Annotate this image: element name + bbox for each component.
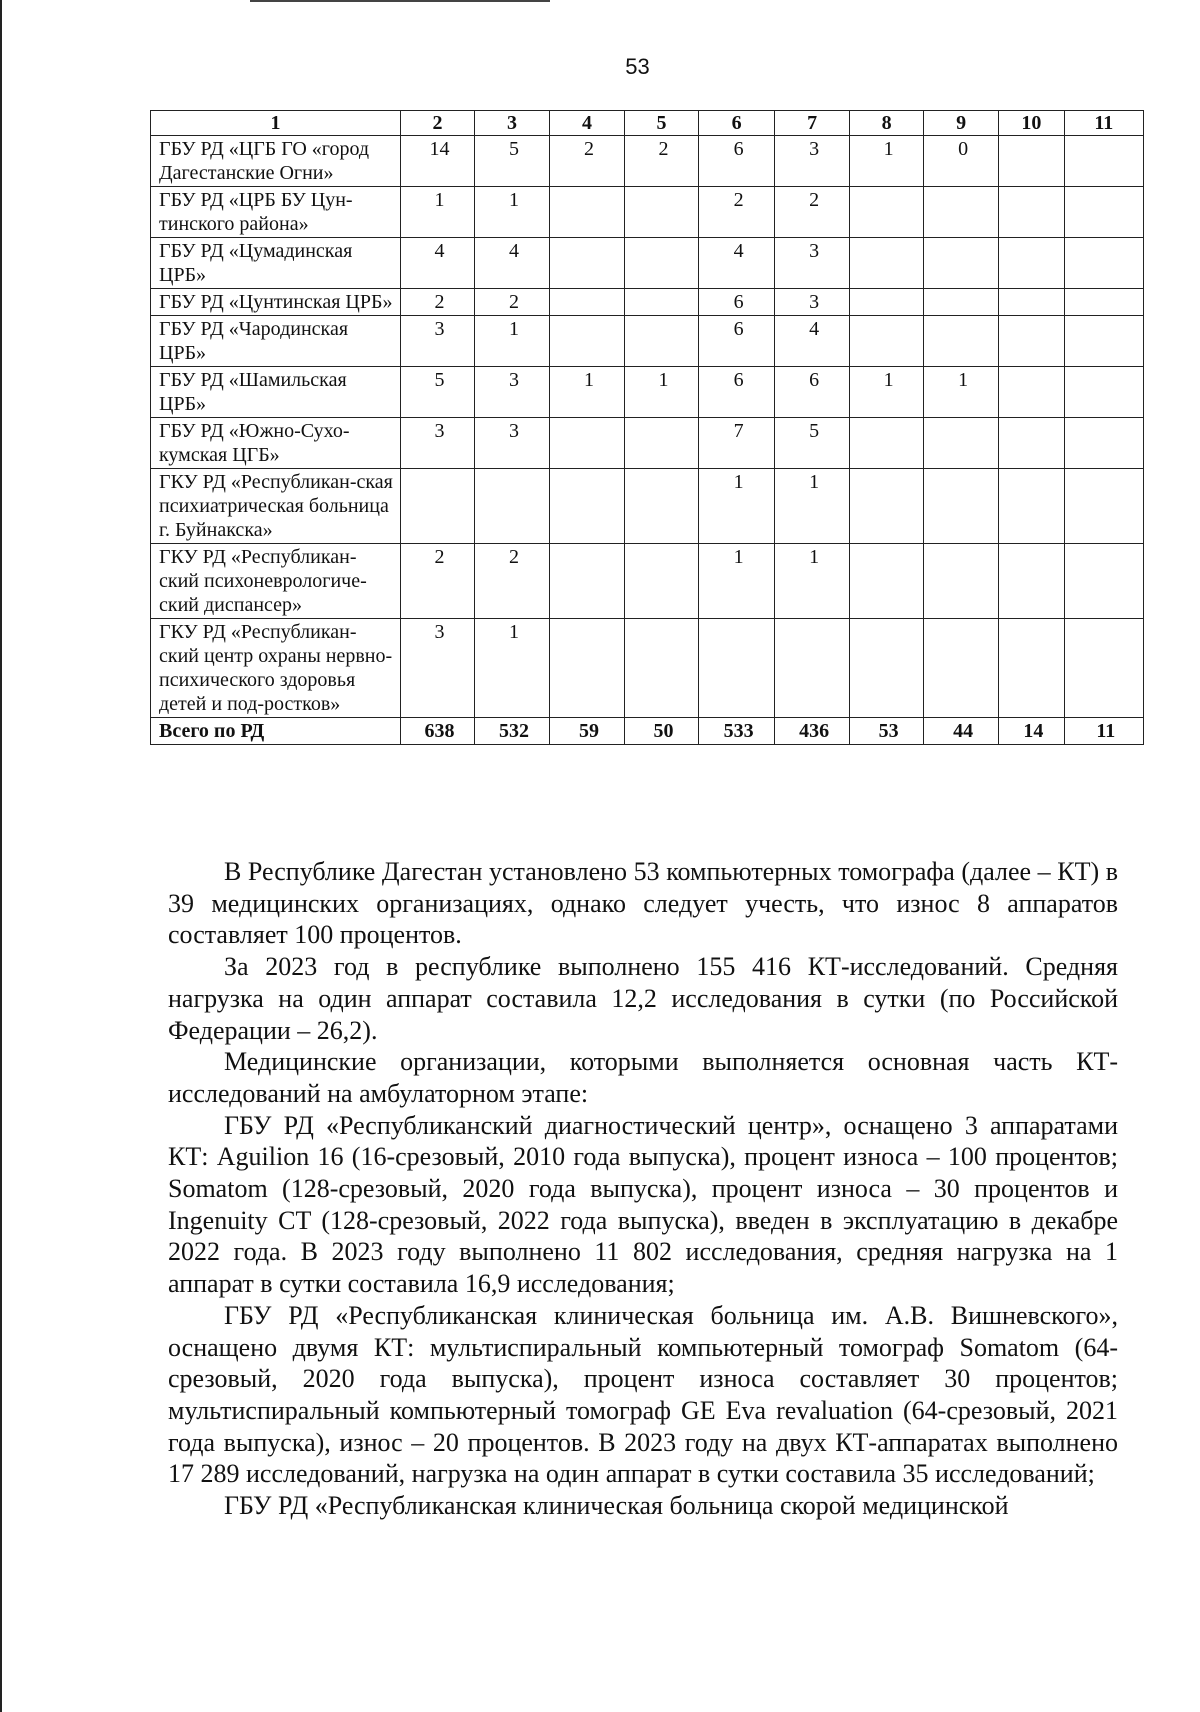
value-cell [475, 469, 550, 544]
value-cell: 2 [401, 544, 475, 619]
value-cell [999, 619, 1065, 718]
page-number: 53 [625, 54, 650, 79]
value-cell [999, 136, 1065, 187]
value-cell: 1 [699, 544, 775, 619]
table-row [151, 316, 1144, 367]
table-row [151, 289, 1144, 316]
value-cell [999, 316, 1065, 367]
value-cell [550, 238, 625, 289]
total-row [151, 718, 1144, 745]
value-cell: 6 [775, 367, 850, 418]
value-cell [1064, 418, 1143, 469]
value-cell: 7 [699, 418, 775, 469]
value-cell [999, 187, 1065, 238]
value-cell [1064, 316, 1143, 367]
organization-name-cell: ГБУ РД «ЦГБ ГО «город Дагестанские Огни» [151, 136, 401, 187]
value-cell: 3 [775, 289, 850, 316]
value-cell [850, 418, 924, 469]
value-cell [550, 544, 625, 619]
value-cell [924, 418, 999, 469]
value-cell: 4 [699, 238, 775, 289]
value-cell [1064, 289, 1143, 316]
value-cell [625, 187, 699, 238]
value-cell [625, 469, 699, 544]
value-cell [550, 469, 625, 544]
value-cell: 3 [475, 418, 550, 469]
left-scan-edge [0, 0, 2, 1712]
table-row [151, 367, 1144, 418]
value-cell: 2 [625, 136, 699, 187]
organization-name-cell: ГБУ РД «ЦРБ БУ Цун-тинского района» [151, 187, 401, 238]
table-row [151, 544, 1144, 619]
value-cell [999, 469, 1065, 544]
organization-name-cell: ГБУ РД «Южно-Сухо-кумская ЦГБ» [151, 418, 401, 469]
value-cell [1064, 544, 1143, 619]
value-cell [401, 469, 475, 544]
column-header: 3 [475, 111, 550, 136]
value-cell [999, 289, 1065, 316]
value-cell [850, 289, 924, 316]
value-cell [625, 418, 699, 469]
total-value-cell: 53 [850, 718, 924, 745]
value-cell [550, 289, 625, 316]
value-cell: 5 [775, 418, 850, 469]
value-cell: 3 [475, 367, 550, 418]
value-cell: 3 [401, 619, 475, 718]
column-header: 1 [151, 111, 401, 136]
value-cell: 1 [475, 316, 550, 367]
total-value-cell: 14 [999, 718, 1065, 745]
column-header: 9 [924, 111, 999, 136]
paragraph: В Республике Дагестан установлено 53 компьютерных томографа (далее – КТ) в 39 медицинских организациях, однако следует учесть, что износ 8 аппаратов составляет 100 процентов. [168, 857, 1118, 950]
value-cell [924, 289, 999, 316]
column-header: 5 [625, 111, 699, 136]
value-cell: 5 [475, 136, 550, 187]
value-cell [1064, 187, 1143, 238]
table-row [151, 619, 1144, 718]
value-cell [850, 619, 924, 718]
value-cell: 6 [699, 136, 775, 187]
equipment-table [150, 110, 1144, 745]
value-cell [924, 544, 999, 619]
top-scan-rule [250, 0, 550, 4]
value-cell: 1 [850, 367, 924, 418]
value-cell: 6 [699, 367, 775, 418]
value-cell [625, 619, 699, 718]
value-cell [550, 187, 625, 238]
table-body [151, 136, 1144, 745]
value-cell: 4 [475, 238, 550, 289]
value-cell [625, 544, 699, 619]
paragraph: За 2023 год в республике выполнено 155 416 КТ-исследований. Средняя нагрузка на один аппарат составила 12,2 исследования в сутки (по Российской Федерации – 26,2). [168, 952, 1118, 1045]
value-cell: 1 [475, 619, 550, 718]
value-cell [924, 469, 999, 544]
value-cell: 3 [401, 316, 475, 367]
column-header: 11 [1064, 111, 1143, 136]
value-cell [850, 469, 924, 544]
value-cell: 4 [401, 238, 475, 289]
table-row [151, 238, 1144, 289]
value-cell: 2 [475, 289, 550, 316]
total-value-cell: 436 [775, 718, 850, 745]
value-cell: 1 [850, 136, 924, 187]
total-value-cell: 44 [924, 718, 999, 745]
value-cell: 1 [550, 367, 625, 418]
table-row [151, 418, 1144, 469]
value-cell: 2 [550, 136, 625, 187]
value-cell: 0 [924, 136, 999, 187]
column-header: 10 [999, 111, 1065, 136]
value-cell [850, 187, 924, 238]
value-cell: 3 [775, 238, 850, 289]
table-row [151, 136, 1144, 187]
table-row [151, 469, 1144, 544]
value-cell [1064, 469, 1143, 544]
value-cell: 1 [924, 367, 999, 418]
organization-name-cell: ГКУ РД «Республикан-ский центр охраны нервно-психического здоровья детей и под-ростков» [151, 619, 401, 718]
value-cell [924, 619, 999, 718]
value-cell: 1 [625, 367, 699, 418]
paragraph: ГБУ РД «Республиканская клиническая больница им. А.В. Вишневского», оснащено двумя КТ: мультиспиральный компьютерный томограф Somatom (64-срезовый, 2020 года выпуска), процент износа составляет 30 процентов; мультиспиральный компьютерный томограф GE Eva revaluation (64-срезовый, 2021 года выпуска), износ – 20 процентов. В 2023 году на двух КТ-аппаратах выполнено 17 289 исследований, нагрузка на один аппарат в сутки составила 35 исследований; [168, 1300, 1118, 1489]
value-cell [550, 316, 625, 367]
value-cell [1064, 136, 1143, 187]
total-value-cell: 59 [550, 718, 625, 745]
organization-name-cell: ГБУ РД «Цумадинская ЦРБ» [151, 238, 401, 289]
value-cell [625, 289, 699, 316]
organization-name-cell: ГКУ РД «Республикан-ский психоневрологиче-ский диспансер» [151, 544, 401, 619]
value-cell [550, 418, 625, 469]
value-cell [850, 238, 924, 289]
value-cell: 1 [699, 469, 775, 544]
value-cell [625, 238, 699, 289]
paragraph: ГБУ РД «Республиканская клиническая больница скорой медицинской [224, 1491, 1009, 1521]
value-cell: 1 [475, 187, 550, 238]
value-cell [924, 316, 999, 367]
total-label-cell: Всего по РД [151, 718, 401, 745]
total-value-cell: 532 [475, 718, 550, 745]
organization-name-cell: ГБУ РД «Чародинская ЦРБ» [151, 316, 401, 367]
value-cell: 2 [699, 187, 775, 238]
organization-name-cell: ГБУ РД «Цунтинская ЦРБ» [151, 289, 401, 316]
value-cell: 1 [775, 544, 850, 619]
value-cell: 6 [699, 316, 775, 367]
column-header: 2 [401, 111, 475, 136]
value-cell: 3 [401, 418, 475, 469]
paragraph: ГБУ РД «Республиканский диагностический центр», оснащено 3 аппаратами КТ: Aguilion 16 (16-срезовый, 2010 года выпуска), процент износа – 100 процентов; Somatom (128-срезовый, 2020 года выпуска), процент износа – 30 процентов и Ingenuity CT (128-срезовый, 2022 года выпуска), введен в эксплуатацию в декабре 2022 года. В 2023 году выполнено 11 802 исследования, средняя нагрузка на 1 аппарат в сутки составила 16,9 исследования; [168, 1110, 1118, 1299]
total-value-cell: 638 [401, 718, 475, 745]
value-cell: 2 [475, 544, 550, 619]
table-row [151, 187, 1144, 238]
value-cell [775, 619, 850, 718]
body-text [168, 856, 1118, 1522]
value-cell [550, 619, 625, 718]
value-cell [850, 316, 924, 367]
table-header-row [151, 111, 1144, 136]
column-header: 8 [850, 111, 924, 136]
value-cell [999, 238, 1065, 289]
value-cell: 1 [775, 469, 850, 544]
value-cell [1064, 238, 1143, 289]
value-cell [625, 316, 699, 367]
value-cell [999, 418, 1065, 469]
value-cell [924, 238, 999, 289]
total-value-cell: 533 [699, 718, 775, 745]
value-cell [850, 544, 924, 619]
organization-name-cell: ГКУ РД «Республикан-ская психиатрическая больница г. Буйнакска» [151, 469, 401, 544]
value-cell: 1 [401, 187, 475, 238]
organization-name-cell: ГБУ РД «Шамильская ЦРБ» [151, 367, 401, 418]
total-value-cell: 50 [625, 718, 699, 745]
total-value-cell: 11 [1064, 718, 1143, 745]
value-cell [699, 619, 775, 718]
value-cell: 4 [775, 316, 850, 367]
value-cell: 2 [401, 289, 475, 316]
column-header: 7 [775, 111, 850, 136]
value-cell [999, 544, 1065, 619]
value-cell [1064, 367, 1143, 418]
value-cell: 6 [699, 289, 775, 316]
column-header: 6 [699, 111, 775, 136]
paragraph: Медицинские организации, которыми выполняется основная часть КТ-исследований на амбулаторном этапе: [168, 1047, 1118, 1108]
column-header: 4 [550, 111, 625, 136]
value-cell [924, 187, 999, 238]
value-cell: 14 [401, 136, 475, 187]
value-cell: 3 [775, 136, 850, 187]
value-cell: 2 [775, 187, 850, 238]
value-cell [1064, 619, 1143, 718]
value-cell: 5 [401, 367, 475, 418]
value-cell [999, 367, 1065, 418]
